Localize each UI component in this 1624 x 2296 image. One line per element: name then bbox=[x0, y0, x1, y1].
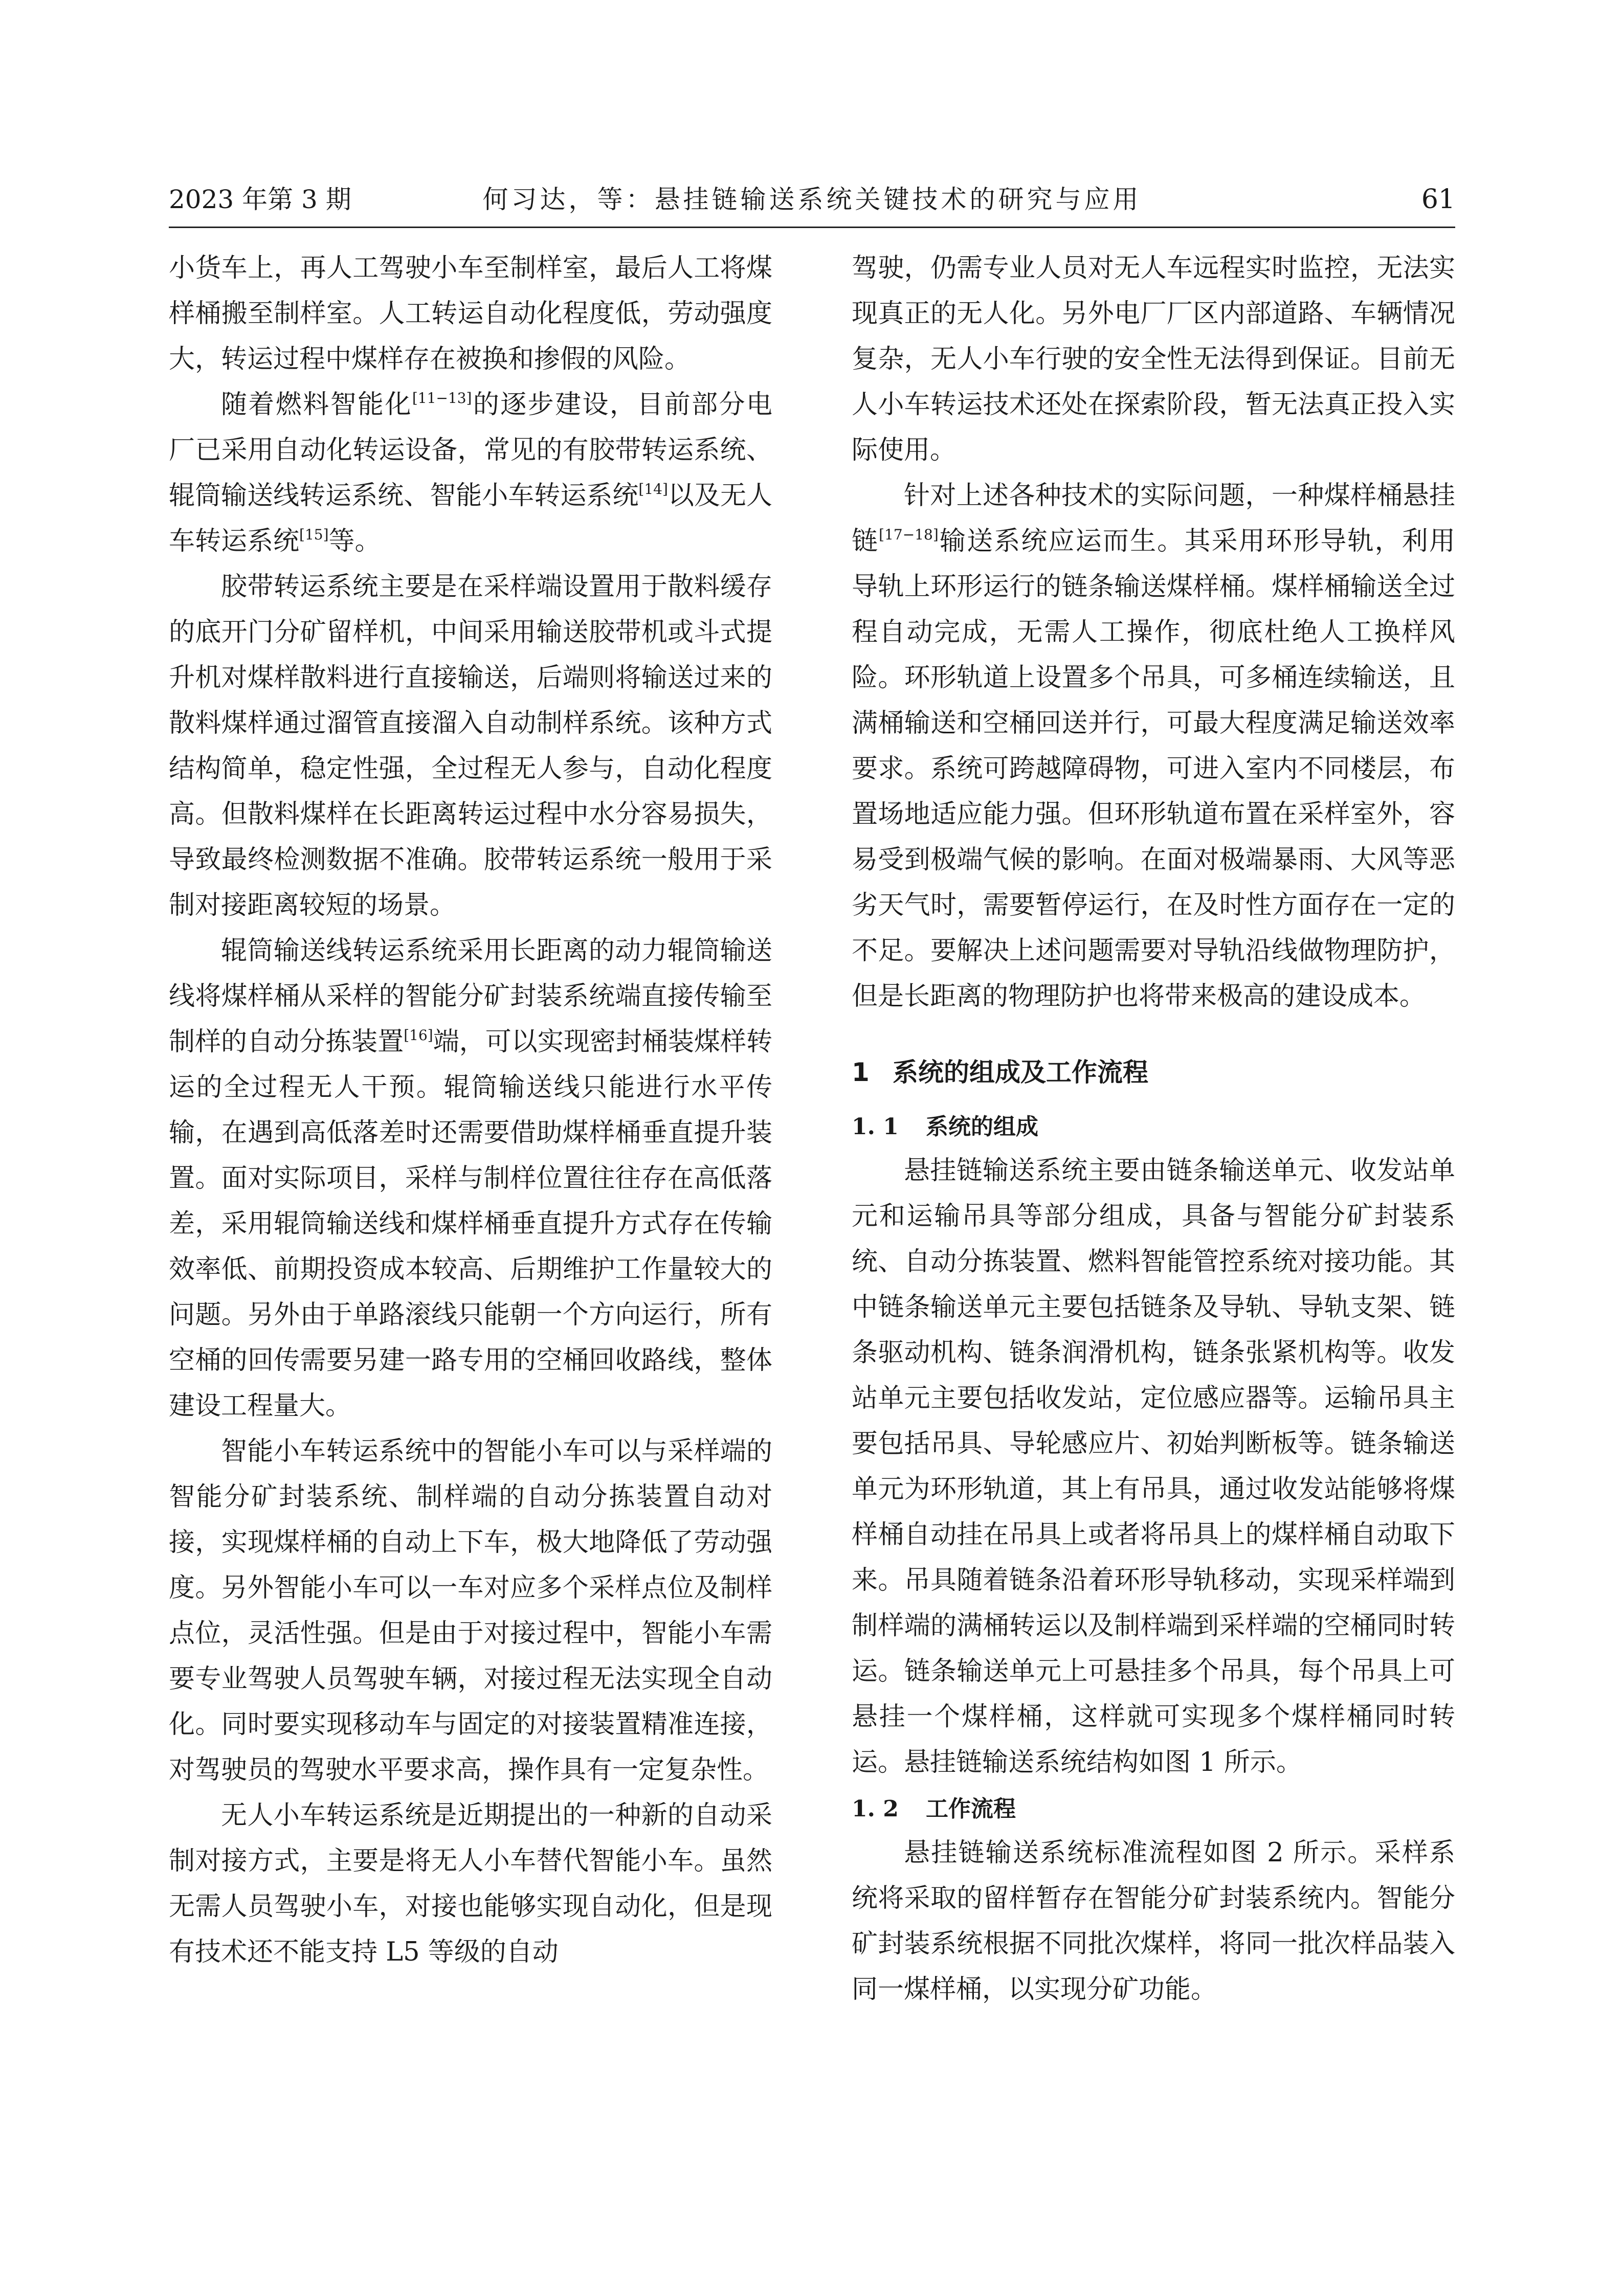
journal-issue: 2023 年第 3 期 bbox=[169, 185, 351, 214]
paragraph-roller-system bbox=[169, 928, 772, 1429]
text-run: 辊筒输送线转运系统采用长距离的动力辊筒输送线将煤样桶从采样的智能分矿封装系统端直接传输至制样的自动分拣装置 bbox=[169, 936, 772, 1057]
section-number: 1 bbox=[852, 1057, 870, 1087]
text-run: 针对上述各种技术的实际问题，一种煤样桶悬挂链 bbox=[852, 481, 1455, 556]
citation-17-18: [17−18] bbox=[879, 526, 939, 543]
subsection-number: 1. 2 bbox=[852, 1796, 899, 1822]
text-run: 等。 bbox=[328, 526, 381, 556]
header-rule bbox=[169, 227, 1455, 228]
page-number: 61 bbox=[1421, 184, 1455, 215]
paragraph-workflow: 悬挂链输送系统标准流程如图 2 所示。采样系统将采取的留样暂存在智能分矿封装系统内。智能分矿封装系统根据不同批次煤样，将同一批次样品装入同一煤样桶，以实现分矿功能。 bbox=[852, 1838, 1455, 2005]
paragraph-smart-cart: 智能小车转运系统中的智能小车可以与采样端的智能分矿封装系统、制样端的自动分拣装置自动对接，实现煤样桶的自动上下车，极大地降低了劳动强度。另外智能小车可以一车对应多个采样点位及制样点位，灵活性强。但是由于对接过程中，智能小车需要专业驾驶人员驾驶车辆，对接过程无法实现全自动化。同时要实现移动车与固定的对接装置精准连接，对驾驶员的驾驶水平要求高，操作具有一定复杂性。 bbox=[169, 1436, 772, 1785]
citation-16: [16] bbox=[404, 1027, 433, 1044]
text-run: 随着燃料智能化 bbox=[221, 390, 412, 420]
running-title: 何习达，等：悬挂链输送系统关键技术的研究与应用 bbox=[482, 185, 1142, 214]
subsection-title: 系统的组成 bbox=[926, 1114, 1038, 1140]
text-run: 输送系统应运而生。其采用环形导轨，利用导轨上环形运行的链条输送煤样桶。煤样桶输送全过程自动完成，无需人工操作，彻底杜绝人工换样风险。环形轨道上设置多个吊具，可多桶连续输送，且满桶输送和空桶回送并行，可最大程度满足输送效率要求。系统可跨越障碍物，可进入室内不同楼层，布置场地适应能力强。但环形轨道布置在采样室外，容易受到极端气候的影响。在面对极端暴雨、大风等恶劣天气时，需要暂停运行，在及时性方面存在一定的不足。要解决上述问题需要对导轨沿线做物理防护，但是长距离的物理防护也将带来极高的建设成本。 bbox=[852, 526, 1455, 1011]
text-run: 端，可以实现密封桶装煤样转运的全过程无人干预。辊筒输送线只能进行水平传输，在遇到高低落差时还需要借助煤样桶垂直提升装置。面对实际项目，采样与制样位置往往存在高低落差，采用辊筒输送线和煤样桶垂直提升方式存在传输效率低、前期投资成本较高、后期维护工作量较大的问题。另外由于单路滚线只能朝一个方向运行，所有空桶的回传需要另建一路专用的空桶回收路线，整体建设工程量大。 bbox=[169, 1027, 772, 1421]
citation-14: [14] bbox=[638, 481, 668, 498]
paragraph-continued: 小货车上，再人工驾驶小车至制样室，最后人工将煤样桶搬至制样室。人工转运自动化程度低，劳动强度大，转运过程中煤样存在被换和掺假的风险。 bbox=[169, 253, 772, 374]
text-run: 的逐步建设，目前部分电厂已采用自动化转运设备，常见的有胶带转运系统、辊筒输送线转运系统、智能小车转运系统 bbox=[169, 390, 772, 511]
section-heading-1 bbox=[852, 1052, 1455, 1093]
subsection-number: 1. 1 bbox=[852, 1114, 899, 1140]
text-run: 以及无人车转运系统 bbox=[169, 481, 772, 556]
section-title: 系统的组成及工作流程 bbox=[893, 1057, 1148, 1087]
subsection-heading-1-2 bbox=[852, 1788, 1455, 1830]
right-column bbox=[852, 245, 1455, 2012]
citation-15: [15] bbox=[299, 526, 329, 543]
paragraph-continued: 驾驶，仍需专业人员对无人车远程实时监控，无法实现真正的无人化。另外电厂厂区内部道路、车辆情况复杂，无人小车行驶的安全性无法得到保证。目前无人小车转运技术还处在探索阶段，暂无法真正投入实际使用。 bbox=[852, 253, 1455, 465]
paragraph-system-composition: 悬挂链输送系统主要由链条输送单元、收发站单元和运输吊具等部分组成，具备与智能分矿封装系统、自动分拣装置、燃料智能管控系统对接功能。其中链条输送单元主要包括链条及导轨、导轨支架、链条驱动机构、链条润滑机构，链条张紧机构等。收发站单元主要包括收发站，定位感应器等。运输吊具主要包括吊具、导轮感应片、初始判断板等。链条输送单元为环形轨道，其上有吊具，通过收发站能够将煤样桶自动挂在吊具上或者将吊具上的煤样桶自动取下来。吊具随着链条沿着环形导轨移动，实现采样端到制样端的满桶转运以及制样端到采样端的空桶同时转运。链条输送单元上可悬挂多个吊具，每个吊具上可悬挂一个煤样桶，这样就可实现多个煤样桶同时转运。悬挂链输送系统结构如图 1 所示。 bbox=[852, 1156, 1455, 1777]
citation-11-13: [11−13] bbox=[412, 390, 472, 407]
left-column bbox=[169, 245, 772, 1975]
subsection-title: 工作流程 bbox=[926, 1796, 1016, 1822]
paragraph-unmanned-cart: 无人小车转运系统是近期提出的一种新的自动采制对接方式，主要是将无人小车替代智能小车。虽然无需人员驾驶小车，对接也能够实现自动化，但是现有技术还不能支持 L5 等级的自动 bbox=[169, 1800, 772, 1967]
running-header bbox=[169, 176, 1455, 222]
subsection-heading-1-1 bbox=[852, 1106, 1455, 1148]
paragraph-fuel-intelligence bbox=[169, 382, 772, 564]
paragraph-hanging-chain bbox=[852, 473, 1455, 1019]
paragraph-belt-system: 胶带转运系统主要是在采样端设置用于散料缓存的底开门分矿留样机，中间采用输送胶带机或斗式提升机对煤样散料进行直接输送，后端则将输送过来的散料煤样通过溜管直接溜入自动制样系统。该种方式结构简单，稳定性强，全过程无人参与，自动化程度高。但散料煤样在长距离转运过程中水分容易损失，导致最终检测数据不准确。胶带转运系统一般用于采制对接距离较短的场景。 bbox=[169, 572, 772, 920]
